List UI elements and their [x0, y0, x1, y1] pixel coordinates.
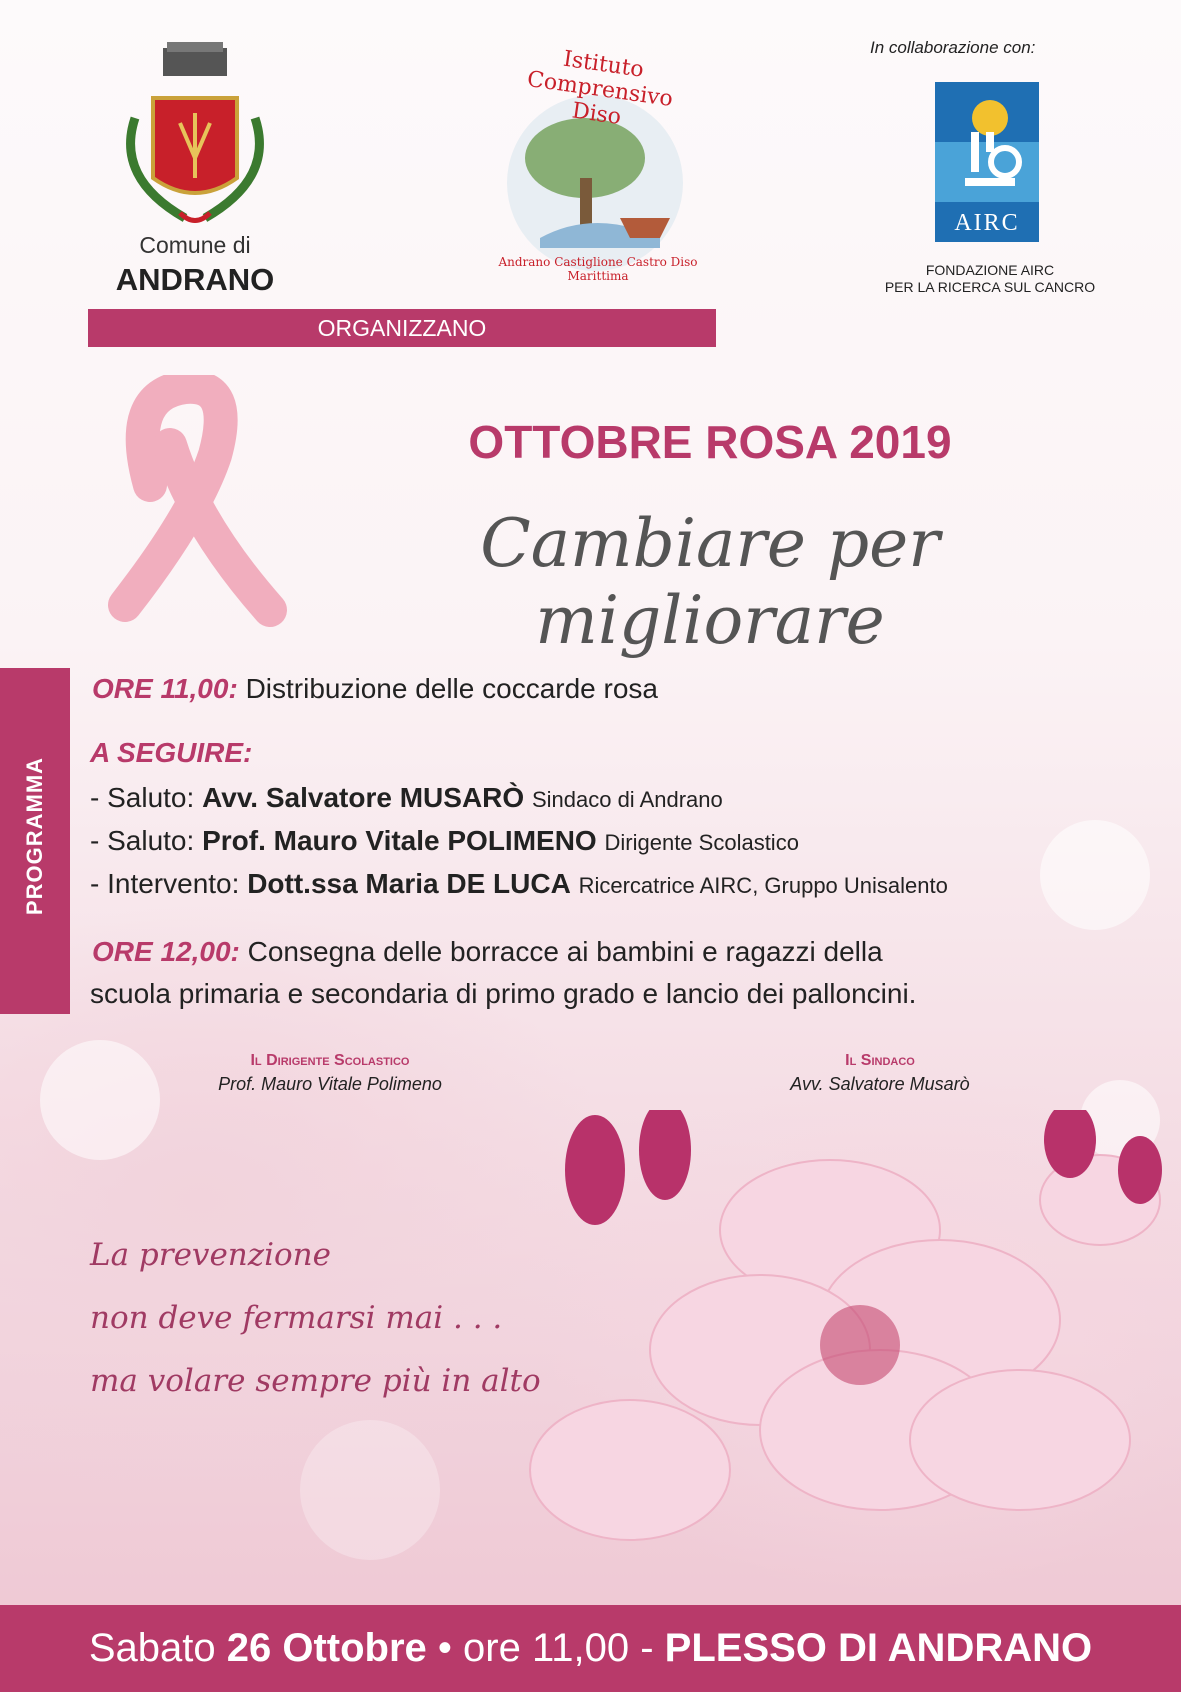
footer-date: 26 Ottobre [226, 1626, 427, 1670]
signature-dirigente [170, 1052, 490, 1095]
organizzano-bar: ORGANIZZANO [88, 309, 716, 347]
program-item [90, 782, 723, 814]
program-ore1 [92, 673, 658, 705]
footer-place: PLESSO DI ANDRANO [664, 1626, 1093, 1670]
ore1-text: Distribuzione delle coccarde rosa [245, 673, 658, 704]
footer-time: • ore 11,00 - [426, 1626, 665, 1670]
signature-name: Prof. Mauro Vitale Polimeno [218, 1074, 442, 1094]
quote-line1: La prevenzione [90, 1237, 331, 1273]
footer-bar [0, 1605, 1181, 1692]
signature-role: Il Sindaco [845, 1052, 915, 1069]
item-name: Prof. Mauro Vitale POLIMENO [202, 825, 597, 856]
cherry-blossom-illustration [500, 1110, 1181, 1605]
item-name: Avv. Salvatore MUSARÒ [202, 782, 525, 813]
footer-day: Sabato [88, 1626, 227, 1670]
fondazione-text [870, 262, 1110, 296]
programma-label: PROGRAMMA [22, 756, 47, 916]
airc-label: AIRC [954, 210, 1020, 236]
ore2-text2: scuola primaria e secondaria di primo grado e lancio dei palloncini. [90, 978, 917, 1009]
quote-line3: ma volare sempre più in alto [90, 1363, 541, 1399]
fondazione-line1: FONDAZIONE AIRC [925, 262, 1055, 278]
bokeh-decoration [300, 1420, 440, 1560]
comune-crest-icon [95, 38, 295, 233]
event-title: OTTOBRE ROSA 2019 [468, 416, 952, 468]
item-role: Ricercatrice AIRC, Gruppo Unisalento [578, 873, 948, 898]
item-prefix: - Intervento: [90, 868, 248, 899]
istituto-name: Istituto Comprensivo Diso [525, 46, 675, 131]
item-role: Sindaco di Andrano [531, 787, 723, 812]
istituto-towns: Andrano Castiglione Castro Diso Marittima [498, 255, 698, 283]
collab-label: In collaborazione con: [870, 38, 1036, 57]
event-subtitle: Cambiare per migliorare [480, 505, 940, 659]
program-item [90, 825, 799, 857]
comune-line1: Comune di [139, 232, 251, 258]
ore2-time: ORE 12,00: [92, 936, 240, 967]
program-ore2 [92, 936, 883, 968]
item-name: Dott.ssa Maria DE LUCA [247, 868, 571, 899]
fondazione-line2: PER LA RICERCA SUL CANCRO [884, 279, 1096, 295]
bokeh-decoration [1040, 820, 1150, 930]
bokeh-decoration [40, 1040, 160, 1160]
item-prefix: - Saluto: [90, 825, 203, 856]
signature-role: Il Dirigente Scolastico [250, 1052, 410, 1069]
a-seguire: A SEGUIRE: [90, 737, 253, 768]
quote-line2: non deve fermarsi mai . . . [90, 1300, 503, 1336]
pink-ribbon-icon [85, 375, 295, 630]
item-prefix: - Saluto: [90, 782, 203, 813]
signature-name: Avv. Salvatore Musarò [790, 1074, 970, 1094]
signature-sindaco [720, 1052, 1040, 1095]
ore2-text1: Consegna delle borracce ai bambini e ragazzi della [247, 936, 883, 967]
ore1-time: ORE 11,00: [92, 673, 238, 704]
comune-line2: ANDRANO [115, 262, 275, 297]
program-item [90, 868, 948, 900]
item-role: Dirigente Scolastico [604, 830, 799, 855]
